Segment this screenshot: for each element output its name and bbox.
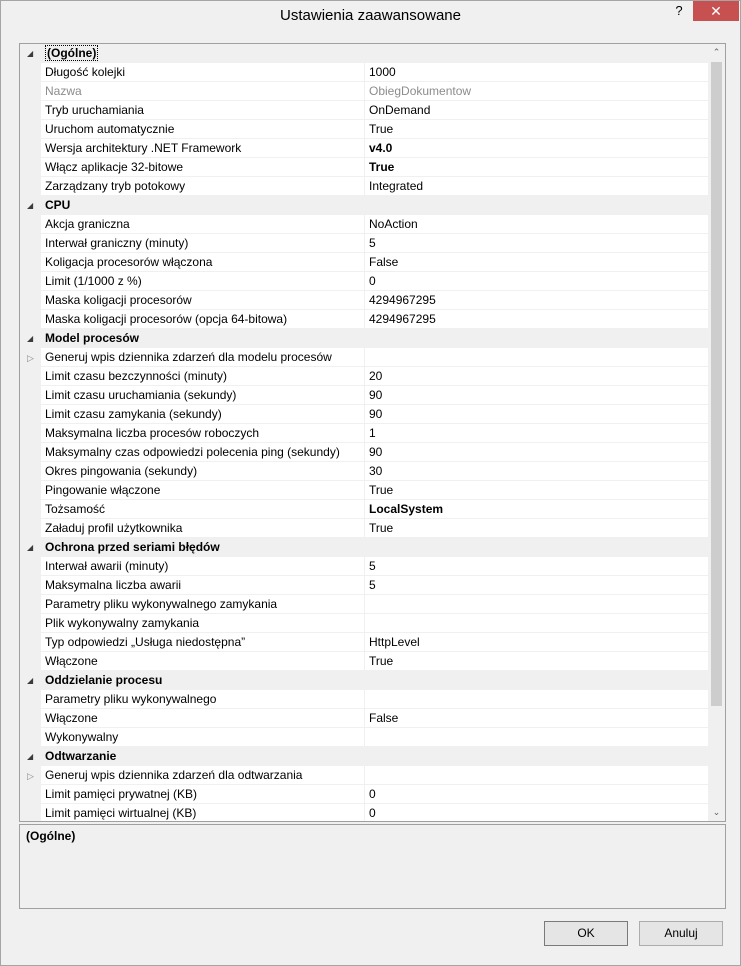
category-label: Model procesów xyxy=(45,331,140,345)
category-header[interactable] xyxy=(41,329,708,348)
property-value[interactable] xyxy=(364,348,713,367)
row-gutter xyxy=(20,44,41,63)
property-row[interactable] xyxy=(20,405,708,424)
property-name: Wykonywalny xyxy=(41,728,364,747)
row-gutter xyxy=(20,82,41,101)
property-row[interactable] xyxy=(20,291,708,310)
property-row[interactable] xyxy=(20,462,708,481)
property-value[interactable]: 0 xyxy=(364,804,713,822)
property-row[interactable] xyxy=(20,500,708,519)
property-row[interactable] xyxy=(20,234,708,253)
property-value[interactable]: OnDemand xyxy=(364,101,713,120)
title-bar xyxy=(1,1,740,31)
row-gutter xyxy=(20,120,41,139)
vertical-scrollbar[interactable] xyxy=(708,44,725,821)
row-gutter xyxy=(20,595,41,614)
row-gutter xyxy=(20,671,41,690)
dialog-title: Ustawienia zaawansowane xyxy=(280,7,461,24)
property-value[interactable]: 0 xyxy=(364,272,713,291)
collapse-arrow-icon[interactable]: ◢ xyxy=(27,201,34,210)
property-value[interactable]: 5 xyxy=(364,576,713,595)
row-gutter xyxy=(20,424,41,443)
property-row[interactable] xyxy=(20,766,708,785)
property-value[interactable] xyxy=(364,728,713,747)
property-name: Interwał graniczny (minuty) xyxy=(41,234,364,253)
property-name: Długość kolejki xyxy=(41,63,364,82)
description-title: (Ogólne) xyxy=(26,829,76,843)
property-row[interactable] xyxy=(20,804,708,822)
property-value[interactable]: 90 xyxy=(364,405,713,424)
property-value[interactable]: True xyxy=(364,481,713,500)
property-row[interactable] xyxy=(20,177,708,196)
row-gutter xyxy=(20,348,41,367)
property-row[interactable] xyxy=(20,785,708,804)
property-value[interactable] xyxy=(364,690,713,709)
row-gutter xyxy=(20,405,41,424)
property-row[interactable] xyxy=(20,139,708,158)
property-name: Tożsamość xyxy=(41,500,364,519)
category-label: Odtwarzanie xyxy=(45,749,117,763)
property-row[interactable] xyxy=(20,519,708,538)
property-row[interactable] xyxy=(20,253,708,272)
property-value[interactable]: True xyxy=(364,158,713,177)
property-row[interactable] xyxy=(20,709,708,728)
property-value[interactable]: NoAction xyxy=(364,215,713,234)
property-name: Plik wykonywalny zamykania xyxy=(41,614,364,633)
row-gutter xyxy=(20,158,41,177)
row-gutter xyxy=(20,196,41,215)
category-label: Oddzielanie procesu xyxy=(45,673,163,687)
property-row[interactable] xyxy=(20,120,708,139)
row-gutter xyxy=(20,310,41,329)
property-row[interactable] xyxy=(20,576,708,595)
close-button[interactable]: ✕ xyxy=(693,1,739,21)
property-name: Maksymalny czas odpowiedzi polecenia ping (sekundy) xyxy=(41,443,364,462)
row-gutter xyxy=(20,177,41,196)
property-value[interactable]: HttpLevel xyxy=(364,633,713,652)
property-name: Generuj wpis dziennika zdarzeń dla odtwarzania xyxy=(41,766,364,785)
row-gutter xyxy=(20,291,41,310)
category-label: CPU xyxy=(45,198,71,212)
property-name: Interwał awarii (minuty) xyxy=(41,557,364,576)
row-gutter xyxy=(20,443,41,462)
property-row[interactable] xyxy=(20,367,708,386)
category-header[interactable] xyxy=(41,44,708,63)
property-value[interactable]: False xyxy=(364,253,713,272)
property-name: Pingowanie włączone xyxy=(41,481,364,500)
property-name: Maska koligacji procesorów xyxy=(41,291,364,310)
property-value[interactable]: v4.0 xyxy=(364,139,713,158)
property-value[interactable]: LocalSystem xyxy=(364,500,713,519)
property-name: Załaduj profil użytkownika xyxy=(41,519,364,538)
property-row[interactable] xyxy=(20,63,708,82)
property-row[interactable] xyxy=(20,310,708,329)
property-row[interactable] xyxy=(20,652,708,671)
property-value[interactable]: 90 xyxy=(364,443,713,462)
ok-button[interactable]: OK xyxy=(544,921,628,946)
property-rows xyxy=(20,44,708,822)
row-gutter xyxy=(20,234,41,253)
scroll-up-arrow-icon[interactable]: ⌃ xyxy=(712,47,721,57)
row-gutter xyxy=(20,576,41,595)
property-value[interactable]: Integrated xyxy=(364,177,713,196)
property-value[interactable]: 4294967295 xyxy=(364,310,713,329)
property-row[interactable] xyxy=(20,443,708,462)
property-value[interactable]: 5 xyxy=(364,234,713,253)
row-gutter xyxy=(20,367,41,386)
property-name: Tryb uruchamiania xyxy=(41,101,364,120)
row-gutter xyxy=(20,652,41,671)
category-header[interactable] xyxy=(41,747,708,766)
row-gutter xyxy=(20,329,41,348)
property-name: Akcja graniczna xyxy=(41,215,364,234)
row-gutter xyxy=(20,728,41,747)
property-row[interactable] xyxy=(20,633,708,652)
category-header[interactable] xyxy=(41,671,708,690)
property-value[interactable]: 1 xyxy=(364,424,713,443)
property-name: Limit czasu bezczynności (minuty) xyxy=(41,367,364,386)
row-gutter xyxy=(20,519,41,538)
row-gutter xyxy=(20,500,41,519)
row-gutter xyxy=(20,215,41,234)
property-name: Włączone xyxy=(41,652,364,671)
property-value[interactable] xyxy=(364,595,713,614)
scroll-down-arrow-icon[interactable]: ⌄ xyxy=(712,807,721,817)
row-gutter xyxy=(20,804,41,822)
property-row[interactable] xyxy=(20,348,708,367)
property-value[interactable]: 30 xyxy=(364,462,713,481)
property-name: Maksymalna liczba procesów roboczych xyxy=(41,424,364,443)
row-gutter xyxy=(20,253,41,272)
collapse-arrow-icon[interactable]: ◢ xyxy=(27,334,34,343)
property-row[interactable] xyxy=(20,82,708,101)
category-row[interactable] xyxy=(20,44,708,63)
property-name: Limit pamięci prywatnej (KB) xyxy=(41,785,364,804)
collapse-arrow-icon[interactable]: ◢ xyxy=(27,752,34,761)
property-grid xyxy=(19,43,726,822)
help-button[interactable]: ? xyxy=(675,3,683,18)
property-row[interactable] xyxy=(20,386,708,405)
row-gutter xyxy=(20,557,41,576)
collapse-arrow-icon[interactable]: ◢ xyxy=(27,49,34,58)
row-gutter xyxy=(20,272,41,291)
property-value[interactable]: True xyxy=(364,652,713,671)
property-value[interactable]: 90 xyxy=(364,386,713,405)
property-name: Koligacja procesorów włączona xyxy=(41,253,364,272)
property-name: Wersja architektury .NET Framework xyxy=(41,139,364,158)
property-value[interactable]: 20 xyxy=(364,367,713,386)
description-panel xyxy=(19,824,726,909)
property-value[interactable]: 5 xyxy=(364,557,713,576)
property-row[interactable] xyxy=(20,481,708,500)
collapse-arrow-icon[interactable]: ◢ xyxy=(27,676,34,685)
category-header[interactable] xyxy=(41,538,708,557)
property-name: Parametry pliku wykonywalnego zamykania xyxy=(41,595,364,614)
property-value[interactable] xyxy=(364,766,713,785)
expand-arrow-icon[interactable]: ▷ xyxy=(27,771,34,781)
property-name: Limit pamięci wirtualnej (KB) xyxy=(41,804,364,822)
property-name: Generuj wpis dziennika zdarzeń dla modelu procesów xyxy=(41,348,364,367)
row-gutter xyxy=(20,462,41,481)
property-name: Maska koligacji procesorów (opcja 64-bitowa) xyxy=(41,310,364,329)
category-row[interactable] xyxy=(20,329,708,348)
row-gutter xyxy=(20,481,41,500)
category-row[interactable] xyxy=(20,671,708,690)
row-gutter xyxy=(20,101,41,120)
property-name: Nazwa xyxy=(41,82,364,101)
property-name: Limit czasu uruchamiania (sekundy) xyxy=(41,386,364,405)
property-row[interactable] xyxy=(20,728,708,747)
property-value[interactable]: ObiegDokumentow xyxy=(364,82,713,101)
property-name: Maksymalna liczba awarii xyxy=(41,576,364,595)
row-gutter xyxy=(20,63,41,82)
property-name: Włącz aplikacje 32-bitowe xyxy=(41,158,364,177)
property-row[interactable] xyxy=(20,158,708,177)
row-gutter xyxy=(20,709,41,728)
row-gutter xyxy=(20,139,41,158)
property-value[interactable]: 0 xyxy=(364,785,713,804)
property-name: Parametry pliku wykonywalnego xyxy=(41,690,364,709)
property-row[interactable] xyxy=(20,101,708,120)
property-row[interactable] xyxy=(20,614,708,633)
category-header[interactable] xyxy=(41,196,708,215)
category-label: Ochrona przed seriami błędów xyxy=(45,540,220,554)
category-row[interactable] xyxy=(20,196,708,215)
property-row[interactable] xyxy=(20,557,708,576)
property-row[interactable] xyxy=(20,690,708,709)
row-gutter xyxy=(20,690,41,709)
row-gutter xyxy=(20,614,41,633)
property-name: Typ odpowiedzi „Usługa niedostępna” xyxy=(41,633,364,652)
category-row[interactable] xyxy=(20,538,708,557)
category-row[interactable] xyxy=(20,747,708,766)
row-gutter xyxy=(20,633,41,652)
property-value[interactable] xyxy=(364,614,713,633)
property-name: Włączone xyxy=(41,709,364,728)
row-gutter xyxy=(20,785,41,804)
property-name: Limit (1/1000 z %) xyxy=(41,272,364,291)
property-value[interactable]: 4294967295 xyxy=(364,291,713,310)
property-name: Limit czasu zamykania (sekundy) xyxy=(41,405,364,424)
cancel-button[interactable]: Anuluj xyxy=(639,921,723,946)
row-gutter xyxy=(20,538,41,557)
property-row[interactable] xyxy=(20,272,708,291)
category-label: (Ogólne) xyxy=(47,46,97,60)
property-value[interactable]: True xyxy=(364,120,713,139)
expand-arrow-icon[interactable]: ▷ xyxy=(27,353,34,363)
property-name: Okres pingowania (sekundy) xyxy=(41,462,364,481)
property-row[interactable] xyxy=(20,595,708,614)
row-gutter xyxy=(20,386,41,405)
property-value[interactable]: True xyxy=(364,519,713,538)
row-gutter xyxy=(20,747,41,766)
property-value[interactable]: False xyxy=(364,709,713,728)
property-row[interactable] xyxy=(20,424,708,443)
row-gutter xyxy=(20,766,41,785)
property-name: Uruchom automatycznie xyxy=(41,120,364,139)
property-name: Zarządzany tryb potokowy xyxy=(41,177,364,196)
property-value[interactable]: 1000 xyxy=(364,63,713,82)
property-row[interactable] xyxy=(20,215,708,234)
collapse-arrow-icon[interactable]: ◢ xyxy=(27,543,34,552)
scroll-thumb[interactable] xyxy=(711,62,722,706)
